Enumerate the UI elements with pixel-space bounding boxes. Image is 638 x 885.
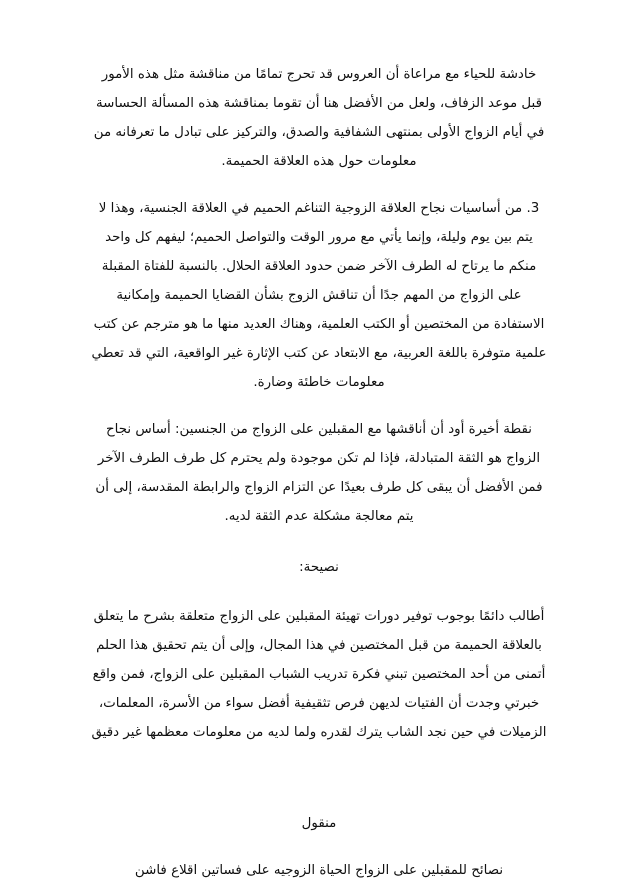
paragraph-intimacy-discussion: خادشة للحياء مع مراعاة أن العروس قد تحرج تمامًا من مناقشة مثل هذه الأمور قبل موعد الزفاف، ولعل من الأفضل هنا أن تقوما بمناقشة هذه المسألة الحساسة في أيام الزواج الأولى بمنتهى الشفافية والصدق، والتركيز على تبادل ما تعرفانه من معلومات حول هذه العلاقة الحميمة. — [93, 67, 545, 169]
source-label: منقول — [301, 816, 337, 831]
paragraph-trust: نقطة أخيرة أود أن أناقشها مع المقبلين على الزواج من الجنسين: أساس نجاح الزواج هو الثقة المتبادلة، فإذا لم تكن موجودة ولم يحترم كل طرف الطرف الآخر فمن الأفضل أن يبقى كل طرف بعيدًا عن التزام الزواج والرابطة المقدسة، إلى أن يتم معالجة مشكلة عدم الثقة لديه. — [95, 422, 543, 524]
footer-title: نصائح للمقبلين على الزواج الحياة الزوجيه على فساتين اقلاع فاشن — [134, 863, 504, 878]
advice-heading: نصيحة: — [299, 560, 339, 575]
paragraph-point-3: 3. من أساسيات نجاح العلاقة الزوجية التناغم الحميم في العلاقة الجنسية، وهذا لا يتم بين يوم وليلة، وإنما يأتي مع مرور الوقت والتواصل الحميم؛ ليفهم كل واحد منكم ما يرتاح له الطرف الآخر ضمن حدود العلاقة الحلال. بالنسبة للفتاة المقبلة على الزواج من المهم جدًا أن تناقش الزوج بشأن القضايا الحميمة وإمكانية الاستفادة من المختصين أو الكتب العلمية، وهناك العديد منها ما هو مترجم عن كتب علمية متوفرة باللغة العربية، مع الابتعاد عن كتب الإثارة غير الواقعية، التي قد تعطي معلومات خاطئة وضارة. — [91, 201, 547, 390]
paragraph-advice: أطالب دائمًا بوجوب توفير دورات تهيئة المقبلين على الزواج متعلقة بشرح ما يتعلق بالعلاقة الحميمة من قبل المختصين في هذا المجال، وإلى أن يتم تحقيق هذا الحلم أتمنى من أحد المختصين تبني فكرة تدريب الشباب المقبلين على الزواج، فمن واقع خبرتي وجدت أن الفتيات لديهن فرص تثقيفية أفضل سواء من الأسرة، المعلمات، الزميلات في حين نجد الشاب يترك لقدره ولما لديه من معلومات معظمها غير دقيق — [91, 609, 547, 740]
document-page — [90, 60, 548, 885]
